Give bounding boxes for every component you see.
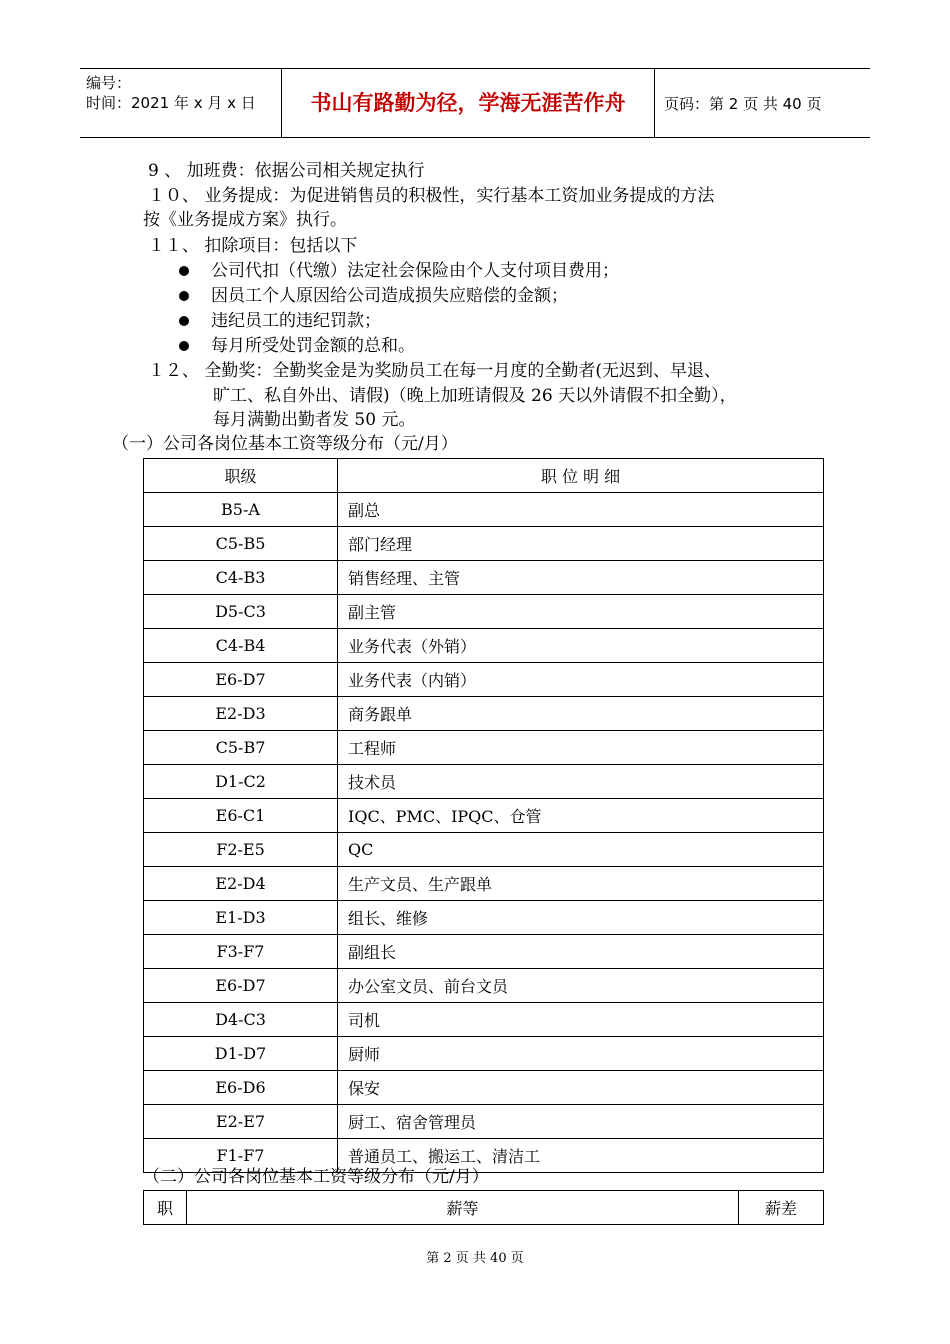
grade-cell: E6-C1 <box>144 799 338 833</box>
column-header-position: 职 <box>144 1191 187 1225</box>
table1-caption: （一）公司各岗位基本工资等级分布（元/月） <box>112 434 458 454</box>
position-detail-cell: 业务代表（外销） <box>338 629 824 663</box>
table-row <box>144 731 824 765</box>
bullet-item: 公司代扣（代缴）法定社会保险由个人支付项目费用； <box>211 261 619 281</box>
grade-cell: E6-D6 <box>144 1071 338 1105</box>
table-row <box>144 561 824 595</box>
grade-cell: E1-D3 <box>144 901 338 935</box>
column-header-grade: 职级 <box>144 459 338 493</box>
position-detail-cell: 组长、维修 <box>338 901 824 935</box>
time-label: 时间：2021 年 x 月 x 日 <box>86 94 256 112</box>
position-detail-cell: 厨工、宿舍管理员 <box>338 1105 824 1139</box>
column-header-salary-diff: 薪差 <box>739 1191 824 1225</box>
bullet-icon <box>179 341 189 351</box>
page-footer: 第 2 页 共 40 页 <box>426 1251 524 1266</box>
table-row <box>144 1071 824 1105</box>
grade-cell: C5-B7 <box>144 731 338 765</box>
table-row <box>144 1105 824 1139</box>
grade-cell: E6-D7 <box>144 969 338 1003</box>
header-page-code: 页码：第 2 页 共 40 页 <box>664 95 822 113</box>
grade-cell: D4-C3 <box>144 1003 338 1037</box>
header-motto: 书山有路勤为径，学海无涯苦作舟 <box>310 91 626 115</box>
paragraph-9: 9 、 加班费：依据公司相关规定执行 <box>148 161 425 181</box>
position-detail-cell: 普通员工、搬运工、清洁工 <box>338 1139 824 1173</box>
bullet-icon <box>179 316 189 326</box>
grade-cell: D1-D7 <box>144 1037 338 1071</box>
table-row <box>144 1037 824 1071</box>
bullet-icon <box>179 266 189 276</box>
header-divider <box>654 69 655 137</box>
grade-cell: E2-D3 <box>144 697 338 731</box>
column-header-salary-grade: 薪等 <box>187 1191 739 1225</box>
grade-cell: F3-F7 <box>144 935 338 969</box>
table-row <box>144 527 824 561</box>
grade-cell: D1-C2 <box>144 765 338 799</box>
position-detail-cell: 技术员 <box>338 765 824 799</box>
header-meta <box>86 73 256 113</box>
paragraph-12-cont: 每月满勤出勤者发 50 元。 <box>213 410 416 430</box>
position-detail-cell: 厨师 <box>338 1037 824 1071</box>
table-row <box>144 697 824 731</box>
bullet-item: 违纪员工的违纪罚款； <box>211 311 381 331</box>
position-detail-cell: 保安 <box>338 1071 824 1105</box>
table-row <box>144 493 824 527</box>
table-header-row <box>144 459 824 493</box>
position-detail-cell: 业务代表（内销） <box>338 663 824 697</box>
page-header <box>80 68 870 138</box>
grade-cell: F2-E5 <box>144 833 338 867</box>
column-header-detail: 职 位 明 细 <box>338 459 824 493</box>
position-detail-cell: 销售经理、主管 <box>338 561 824 595</box>
position-detail-cell: 办公室文员、前台文员 <box>338 969 824 1003</box>
grade-cell: C4-B3 <box>144 561 338 595</box>
paragraph-12: １２、 全勤奖：全勤奖金是为奖励员工在每一月度的全勤者(无迟到、早退、 <box>148 361 722 381</box>
position-detail-cell: IQC、PMC、IPQC、仓管 <box>338 799 824 833</box>
table-row <box>144 867 824 901</box>
table-row <box>144 901 824 935</box>
position-detail-cell: 工程师 <box>338 731 824 765</box>
table-row <box>144 663 824 697</box>
position-detail-cell: 司机 <box>338 1003 824 1037</box>
table-header-row <box>144 1191 824 1225</box>
paragraph-11: １１、 扣除项目：包括以下 <box>148 236 358 256</box>
position-detail-cell: 副总 <box>338 493 824 527</box>
paragraph-12-cont: 旷工、私自外出、请假)（晚上加班请假及 26 天以外请假不扣全勤）， <box>213 386 737 406</box>
bullet-item: 每月所受处罚金额的总和。 <box>211 336 415 356</box>
salary-table <box>143 1190 824 1225</box>
paragraph-10: １０、 业务提成：为促进销售员的积极性，实行基本工资加业务提成的方法 <box>148 186 715 206</box>
grade-cell: D5-C3 <box>144 595 338 629</box>
grade-cell: C5-B5 <box>144 527 338 561</box>
table-row <box>144 833 824 867</box>
grade-cell: E2-E7 <box>144 1105 338 1139</box>
position-detail-cell: QC <box>338 833 824 867</box>
position-detail-cell: 生产文员、生产跟单 <box>338 867 824 901</box>
table2-caption: （二）公司各岗位基本工资等级分布（元/月） <box>143 1167 489 1187</box>
grade-cell: C4-B4 <box>144 629 338 663</box>
grade-table <box>143 458 824 1173</box>
grade-cell: E6-D7 <box>144 663 338 697</box>
grade-cell: E2-D4 <box>144 867 338 901</box>
table-row <box>144 799 824 833</box>
bullet-item: 因员工个人原因给公司造成损失应赔偿的金额； <box>211 286 568 306</box>
number-label: 编号： <box>86 74 132 92</box>
table-row <box>144 935 824 969</box>
table-row <box>144 595 824 629</box>
bullet-icon <box>179 291 189 301</box>
grade-cell: B5-A <box>144 493 338 527</box>
table-row <box>144 1003 824 1037</box>
table-row <box>144 629 824 663</box>
table-row <box>144 969 824 1003</box>
grade-cell: F1-F7 <box>144 1139 338 1173</box>
table-row <box>144 765 824 799</box>
paragraph-10-cont: 按《业务提成方案》执行。 <box>143 210 347 230</box>
position-detail-cell: 副组长 <box>338 935 824 969</box>
position-detail-cell: 部门经理 <box>338 527 824 561</box>
position-detail-cell: 商务跟单 <box>338 697 824 731</box>
position-detail-cell: 副主管 <box>338 595 824 629</box>
